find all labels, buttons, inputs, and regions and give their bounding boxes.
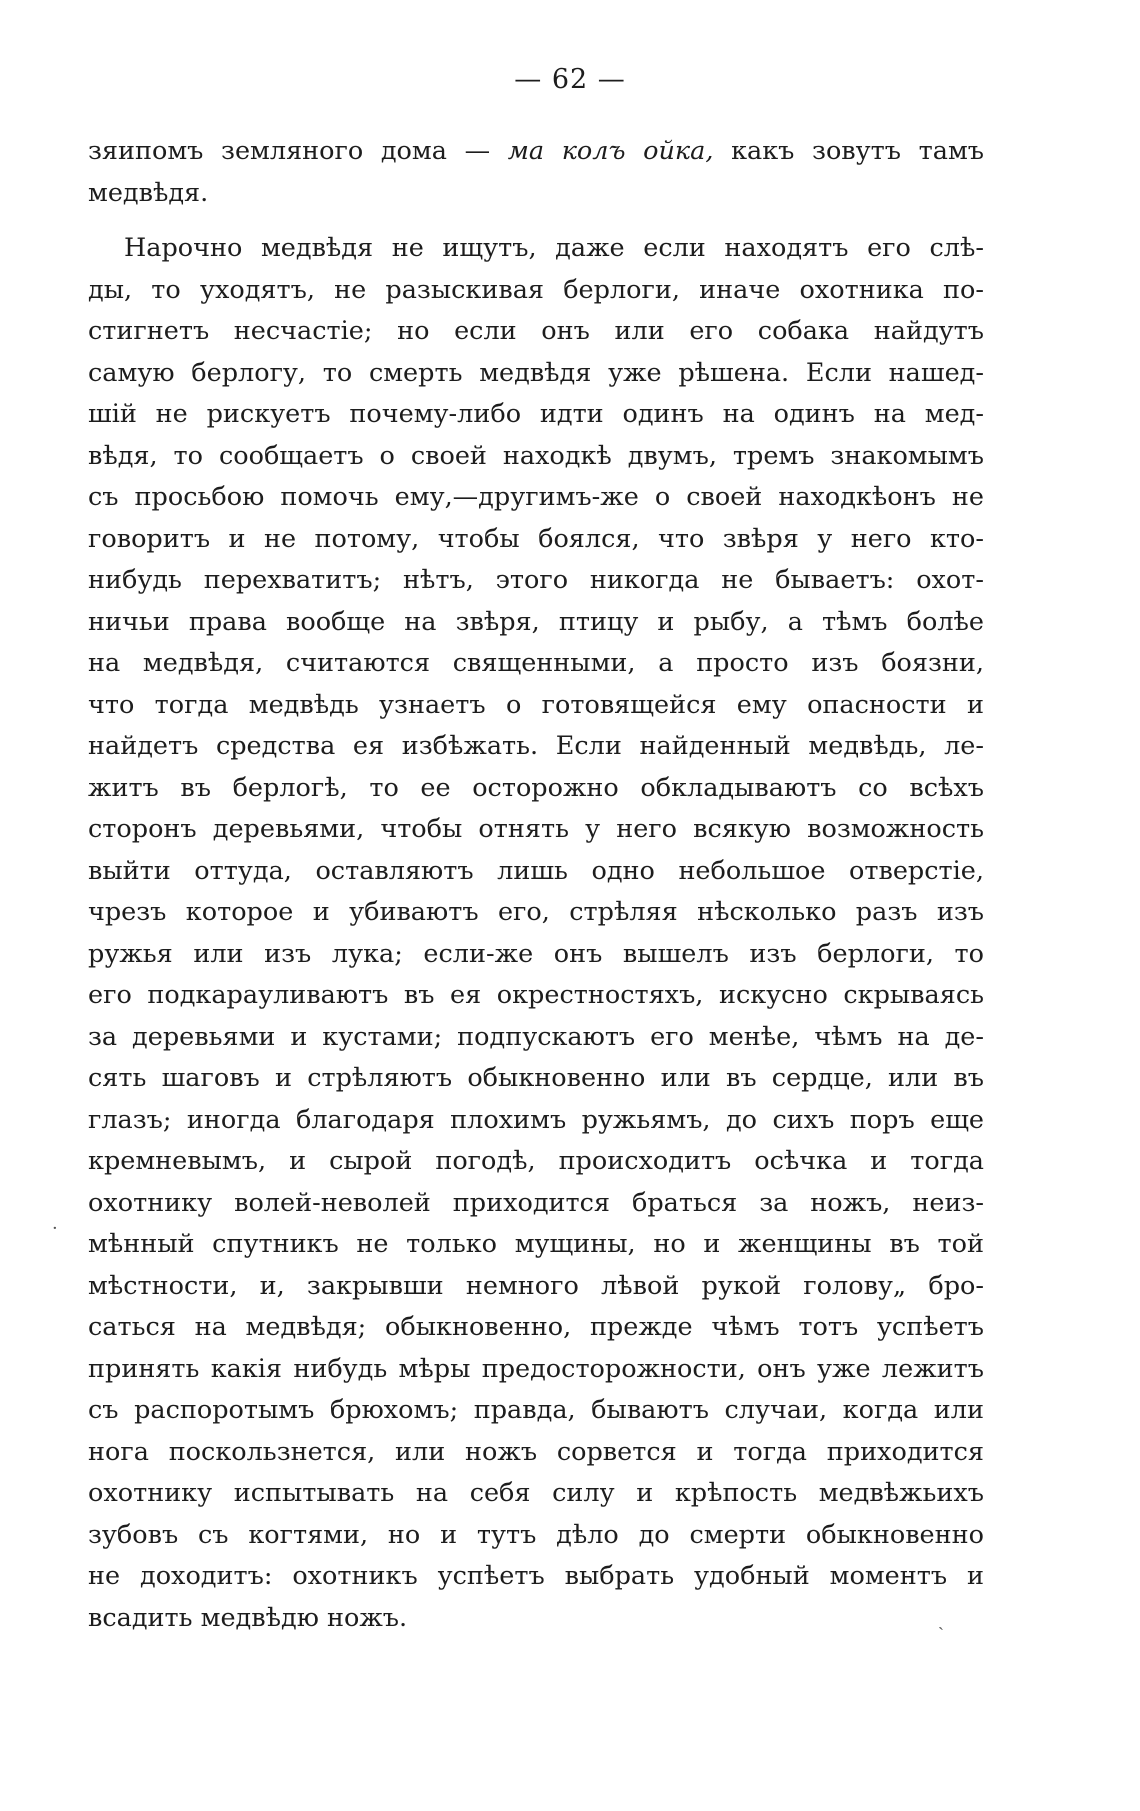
print-speck: ˎ: [938, 1610, 944, 1631]
text-line: всадить медвѣдю ножъ.: [88, 1602, 408, 1633]
text-line: зубовъ съ когтями, но и тутъ дѣло до смерти обыкновенно: [88, 1519, 984, 1550]
page-number: — 62 —: [514, 64, 626, 95]
italic-term: ма колъ ойка,: [507, 136, 714, 166]
text-line: самую берлогу, то смерть медвѣдя уже рѣшена. Если нашед-: [88, 357, 984, 388]
text-line: выйти оттуда, оставляютъ лишь одно небольшое отверстіе,: [88, 855, 984, 886]
text-line: кремневымъ, и сырой погодѣ, происходитъ осѣчка и тогда: [88, 1146, 984, 1176]
text-line: шій не рискуетъ почему-либо идти одинъ на одинъ на мед-: [88, 399, 984, 429]
text-line: саться на медвѣдя; обыкновенно, прежде чѣмъ тотъ успѣетъ: [88, 1312, 984, 1342]
text-line: съ распоротымъ брюхомъ; правда, бываютъ случаи, когда или: [88, 1395, 984, 1425]
text-line: принять какія нибудь мѣры предосторожности, онъ уже лежитъ: [88, 1353, 984, 1384]
text-line: чрезъ которое и убиваютъ его, стрѣляя нѣсколько разъ изъ: [88, 897, 984, 927]
text-line: Нарочно медвѣдя не ищутъ, даже если находятъ его слѣ-: [124, 233, 984, 263]
text-segment: какъ зовутъ тамъ: [731, 136, 984, 166]
text-line: ружья или изъ лука; если-же онъ вышелъ изъ берлоги, то: [88, 938, 984, 969]
text-segment: зяипомъ земляного дома —: [88, 136, 491, 166]
text-line: глазъ; иногда благодаря плохимъ ружьямъ, до сихъ поръ еще: [88, 1104, 984, 1135]
text-line: что тогда медвѣдь узнаетъ о готовящейся ему опасности и: [88, 689, 984, 720]
text-line: говоритъ и не потому, чтобы боялся, что звѣря у него кто-: [88, 523, 984, 554]
text-line: его подкарауливаютъ въ ея окрестностяхъ, искусно скрываясь: [88, 980, 984, 1010]
text-line: нога поскользнется, или ножъ сорвется и тогда приходится: [88, 1436, 984, 1467]
text-line: медвѣдя.: [88, 177, 209, 208]
text-line: ды, то уходятъ, не разыскивая берлоги, иначе охотника по-: [88, 274, 984, 305]
text-line: стигнетъ несчастіе; но если онъ или его собака найдутъ: [88, 316, 984, 346]
text-line: мѣстности, и, закрывши немного лѣвой рукой голову„ бро-: [88, 1270, 984, 1301]
text-line: охотнику волей-неволей приходится браться за ножъ, неиз-: [88, 1187, 984, 1218]
print-speck: ·: [52, 1218, 58, 1239]
text-line: вѣдя, то сообщаетъ о своей находкѣ двумъ, тремъ знакомымъ: [88, 440, 984, 471]
text-line: охотнику испытывать на себя силу и крѣпость медвѣжьихъ: [88, 1478, 984, 1508]
text-line: сторонъ деревьями, чтобы отнять у него всякую возможность: [88, 814, 984, 844]
text-line: найдетъ средства ея избѣжать. Если найденный медвѣдь, ле-: [88, 731, 984, 761]
text-line: житъ въ берлогѣ, то ее осторожно обкладываютъ со всѣхъ: [88, 772, 984, 803]
text-line: съ просьбою помочь ему,—другимъ-же о своей находкѣонъ не: [88, 482, 984, 512]
body-text: [88, 131, 984, 1639]
text-line: [88, 131, 984, 173]
text-line: на медвѣдя, считаются священными, а просто изъ боязни,: [88, 648, 984, 678]
text-line: нибудь перехватитъ; нѣтъ, этого никогда не бываетъ: охот-: [88, 565, 984, 595]
text-line: не доходитъ: охотникъ успѣетъ выбрать удобный моментъ и: [88, 1561, 984, 1591]
text-line: за деревьями и кустами; подпускаютъ его менѣе, чѣмъ на де-: [88, 1021, 984, 1052]
text-line: ничьи права вообще на звѣря, птицу и рыбу, а тѣмъ болѣе: [88, 606, 984, 637]
text-line: сять шаговъ и стрѣляютъ обыкновенно или въ сердце, или въ: [88, 1063, 984, 1093]
text-line: мѣнный спутникъ не только мущины, но и женщины въ той: [88, 1229, 984, 1259]
